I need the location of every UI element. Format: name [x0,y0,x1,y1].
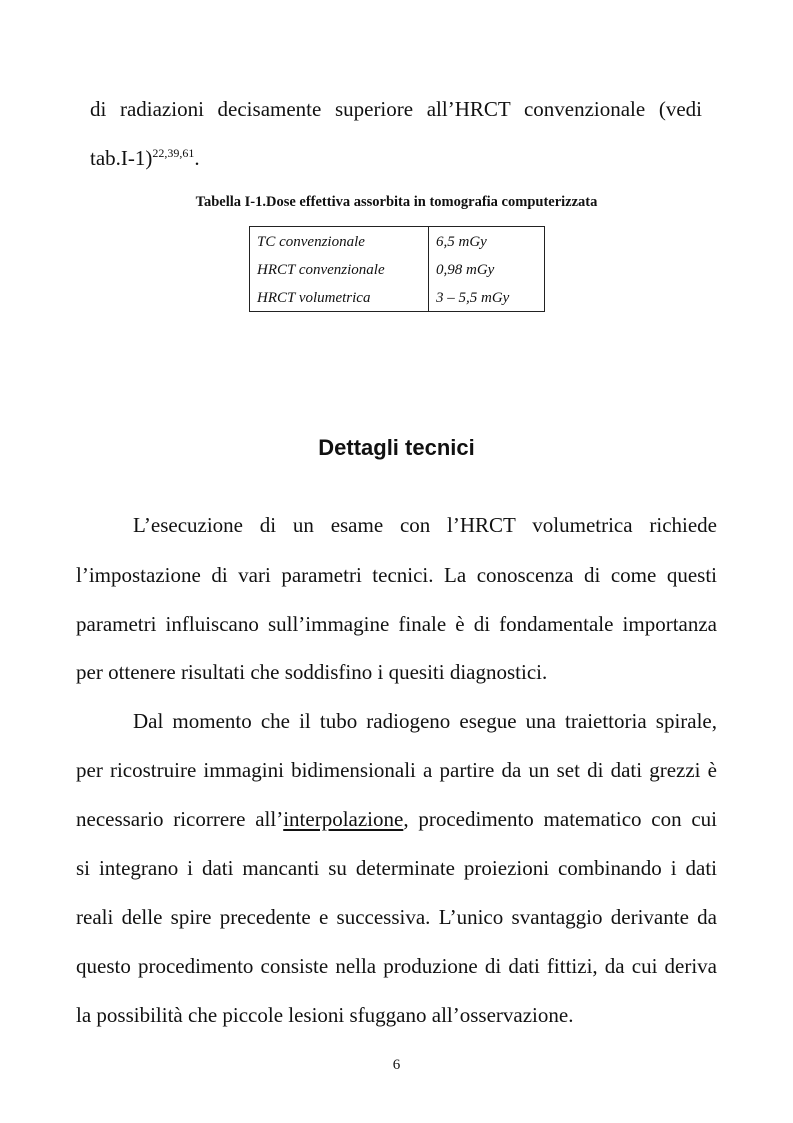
dose-table [249,226,545,312]
page-number: 6 [392,1057,401,1073]
citation-superscript: 22,39,61 [152,146,195,160]
dose-cell: 6,5 mGy [436,233,487,250]
table-row [250,255,545,283]
paragraph-1-line-3: parametri influiscano sull’immagine finale è di fondamentale importanza [76,612,717,636]
table-caption: Tabella I-1.Dose effettiva assorbita in tomografia computerizzata [195,194,598,210]
paragraph-2-line-2: per ricostruire immagini bidimensionali a partire da un set di dati grezzi è [76,758,717,782]
top-paragraph-line-1: di radiazioni decisamente superiore all’HRCT convenzionale (vedi [90,97,702,121]
dose-cell: 0,98 mGy [436,261,495,278]
paragraph-2-line-7: la possibilità che piccole lesioni sfuggano all’osservazione. [76,1003,574,1027]
paragraph-1-line-4: per ottenere risultati che soddisfino i quesiti diagnostici. [76,660,548,684]
top-paragraph-line-2 [90,146,200,170]
table-row [250,283,545,312]
paragraph-2-line-1: Dal momento che il tubo radiogeno esegue una traiettoria spirale, [133,709,717,733]
paragraph-2-line-5: reali delle spire precedente e successiva. L’unico svantaggio derivante da [76,905,717,929]
dose-cell: 3 – 5,5 mGy [436,289,510,306]
text-segment: , procedimento matematico con cui [403,807,717,831]
technique-cell: TC convenzionale [250,227,429,256]
line-end-period: . [194,146,200,170]
technique-cell: HRCT convenzionale [250,255,429,283]
table-reference: tab.I-1) [90,146,153,170]
paragraph-1-line-1: L’esecuzione di un esame con l’HRCT volumetrica richiede [133,513,717,537]
technique-cell: HRCT volumetrica [250,283,429,312]
text-segment: necessario ricorrere all’ [76,807,284,831]
section-title: Dettagli tecnici [318,435,475,460]
paragraph-2-line-4: si integrano i dati mancanti su determinate proiezioni combinando i dati [76,856,717,880]
underlined-term: interpolazione [283,807,404,831]
paragraph-2-line-3 [76,807,717,831]
table-row [250,227,545,256]
paragraph-2-line-6: questo procedimento consiste nella produzione di dati fittizi, da cui deriva [76,954,717,978]
paragraph-1-line-2: l’impostazione di vari parametri tecnici. La conoscenza di come questi [76,563,717,587]
